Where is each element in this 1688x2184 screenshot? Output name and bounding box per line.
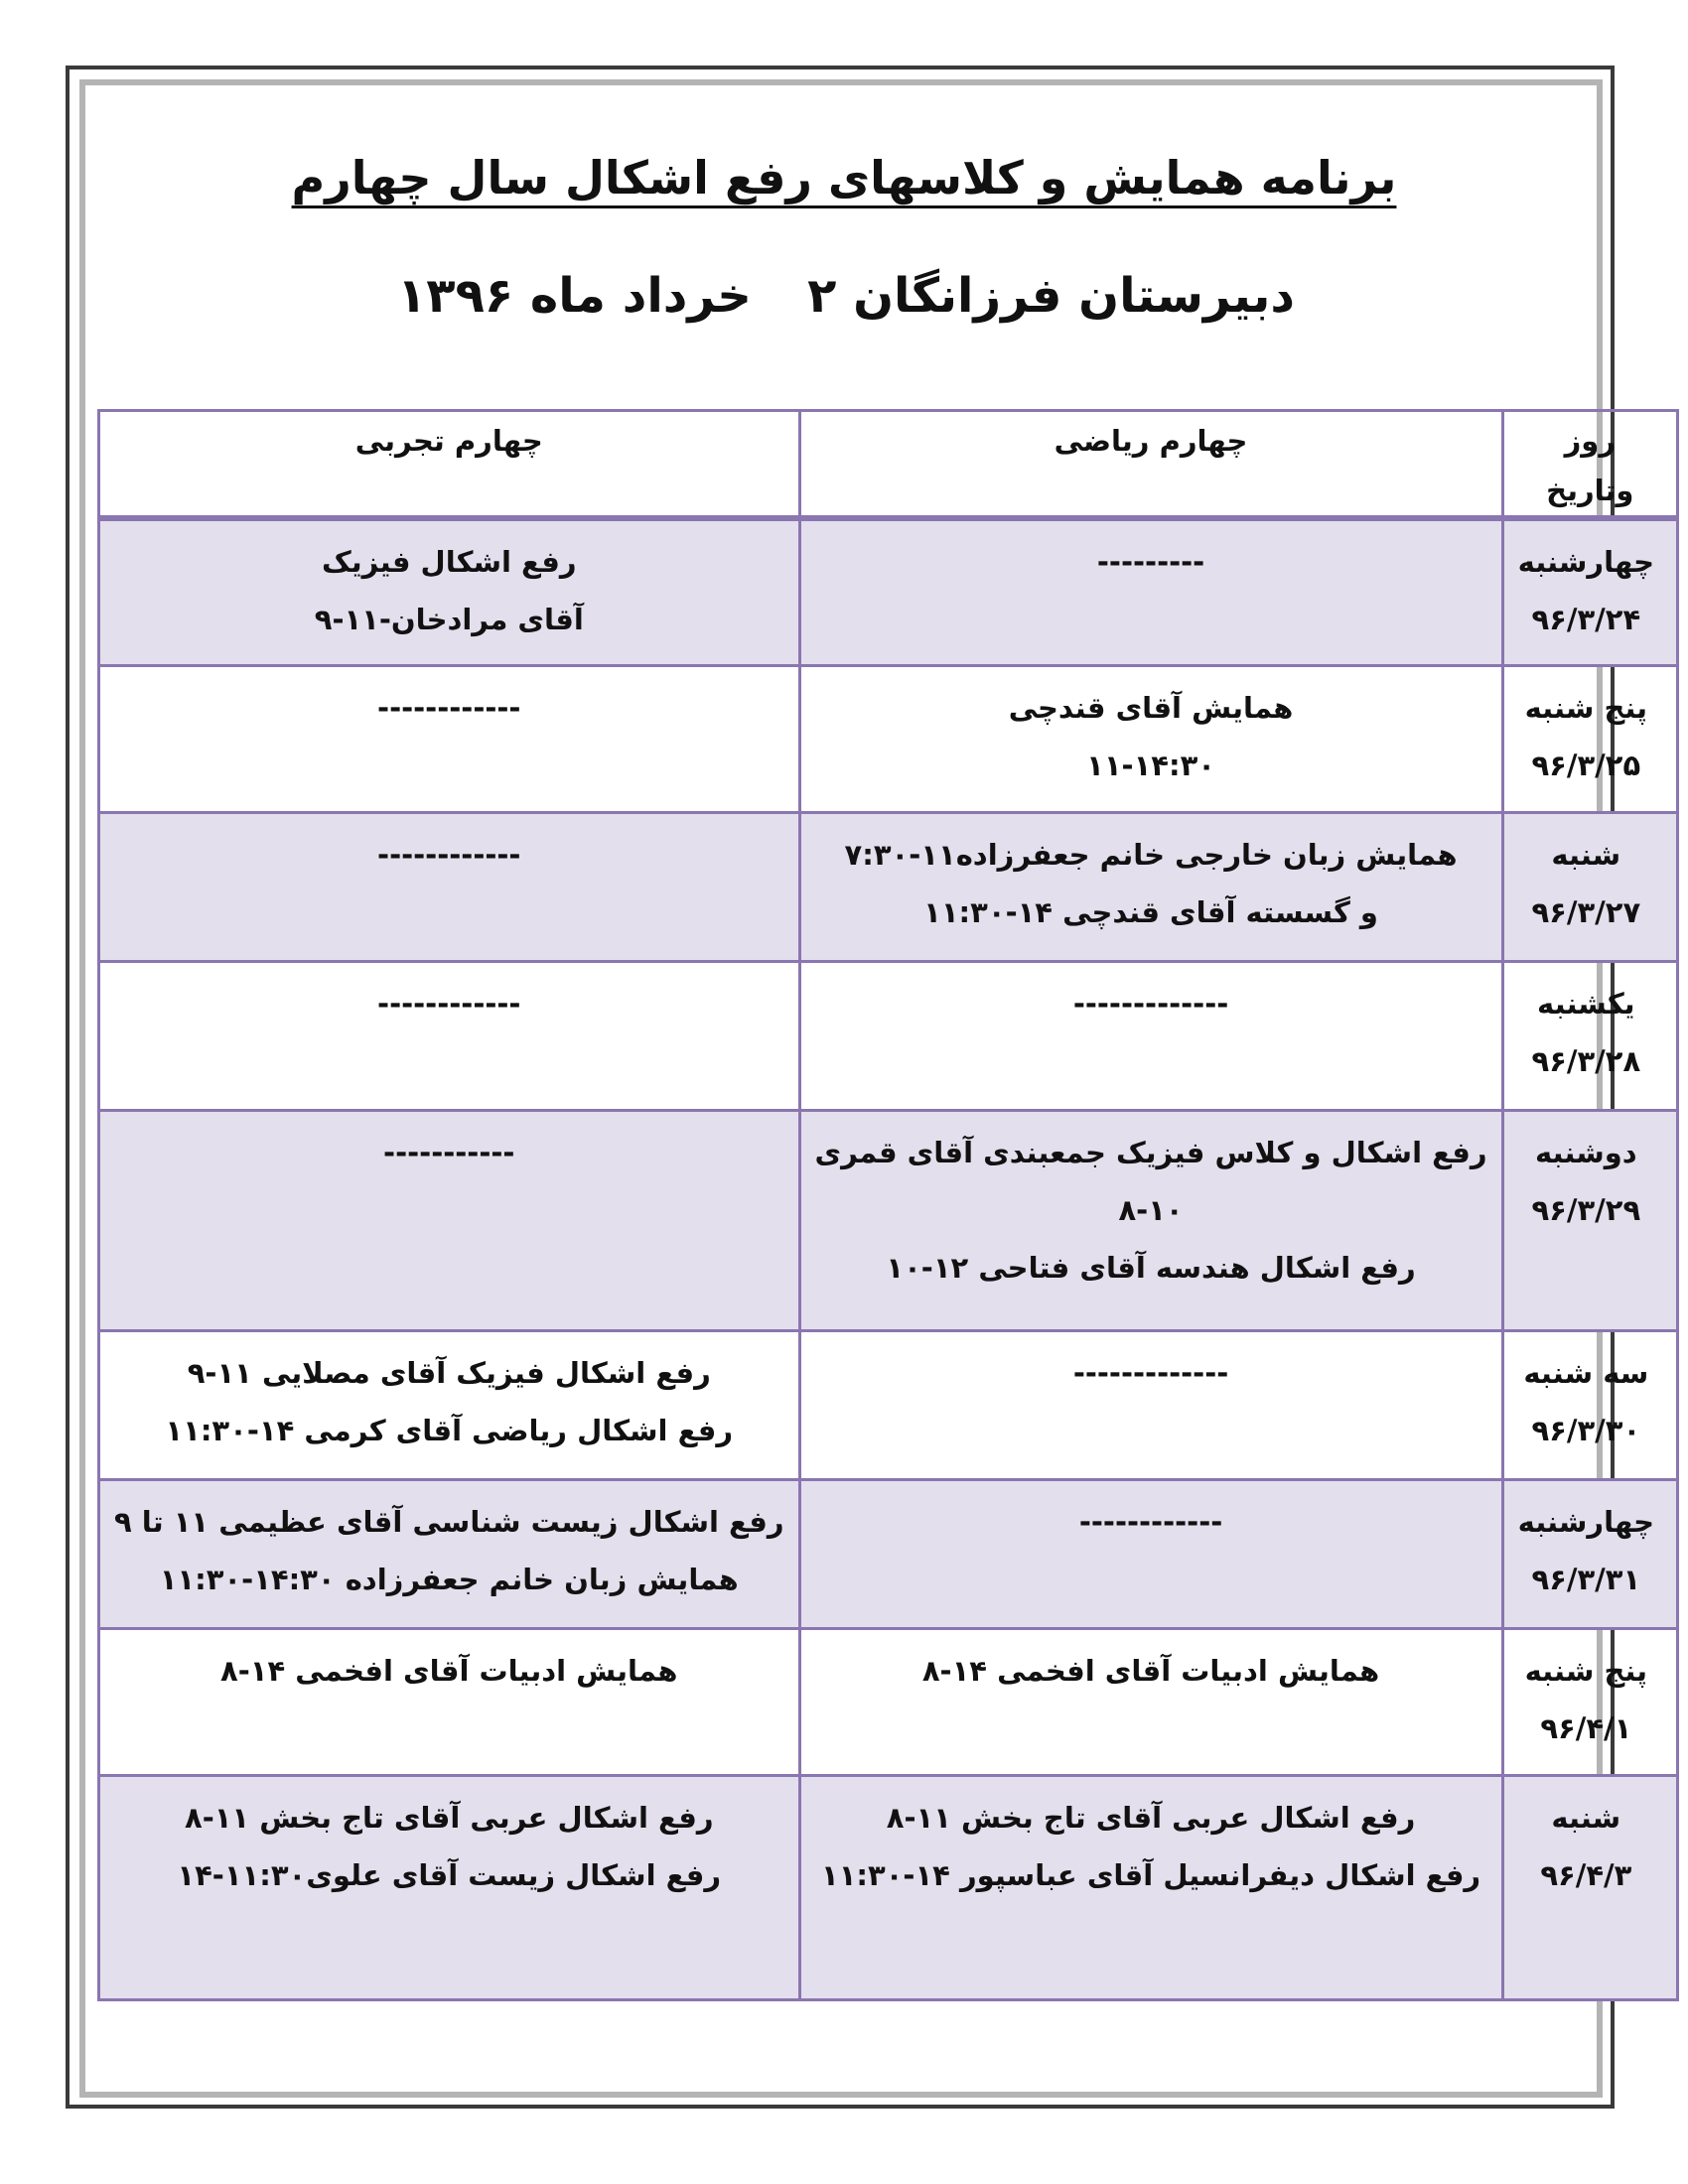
day-date-cell <box>1502 1110 1677 1330</box>
math-cell <box>799 812 1502 961</box>
math-cell <box>799 1479 1502 1628</box>
experimental-cell <box>99 665 800 812</box>
experimental-cell <box>99 1628 800 1775</box>
table-row <box>99 1628 1678 1775</box>
day-name: چهارشنبه <box>1517 1504 1655 1539</box>
day-date-cell <box>1502 1775 1677 1999</box>
date: ۹۶/۳/۲۴ <box>1531 603 1641 636</box>
date: ۹۶/۳/۳۱ <box>1531 1562 1641 1596</box>
day-name: سه شنبه <box>1523 1355 1649 1390</box>
day-date-cell <box>1502 518 1677 665</box>
table-row <box>99 812 1678 961</box>
experimental-entry: ----------- <box>383 1135 515 1169</box>
date: ۹۶/۳/۲۵ <box>1531 748 1641 782</box>
math-entry: ------------- <box>1072 986 1229 1021</box>
math-entry: ------------ <box>1078 1504 1223 1539</box>
math-cell <box>799 1628 1502 1775</box>
date: ۹۶/۴/۳ <box>1540 1857 1632 1892</box>
experimental-entry: رفع اشکال فیزیک <box>322 545 577 579</box>
experimental-entry: آقای مرادخان-۱۱-۹ <box>314 603 584 636</box>
school-name: دبیرستان فرزانگان ۲ <box>807 268 1295 324</box>
math-entry: --------- <box>1096 545 1205 579</box>
math-entry: رفع اشکال هندسه آقای فتاحی ۱۲-۱۰ <box>886 1250 1416 1285</box>
experimental-entry: رفع اشکال عربی آقای تاج بخش ۱۱-۸ <box>184 1800 714 1835</box>
day-name: شنبه <box>1551 1800 1621 1835</box>
day-date-cell <box>1502 812 1677 961</box>
date: ۹۶/۳/۲۷ <box>1531 894 1641 929</box>
day-name: دوشنبه <box>1534 1135 1637 1169</box>
table-row <box>99 961 1678 1110</box>
day-date-cell <box>1502 961 1677 1110</box>
day-name: پنج شنبه <box>1524 690 1648 725</box>
math-entry: ------------- <box>1072 1355 1229 1390</box>
experimental-entry: ------------ <box>377 837 521 872</box>
document-title: برنامه همایش و کلاسهای رفع اشکال سال چهارم <box>291 151 1397 205</box>
day-name: شنبه <box>1551 837 1621 872</box>
table-row <box>99 1775 1678 1999</box>
month-year: خرداد ماه ۱۳۹۶ <box>397 268 752 324</box>
date: ۹۶/۴/۱ <box>1540 1710 1632 1745</box>
experimental-entry: همایش ادبیات آقای افخمی ۱۴-۸ <box>220 1653 678 1688</box>
experimental-cell <box>99 518 800 665</box>
day-date-cell <box>1502 1628 1677 1775</box>
header-math: چهارم ریاضی <box>799 411 1502 519</box>
table-header-row <box>99 411 1678 519</box>
math-entry: همایش ادبیات آقای افخمی ۱۴-۸ <box>921 1653 1380 1688</box>
experimental-entry: ------------ <box>377 986 521 1021</box>
table-row <box>99 1479 1678 1628</box>
table-row <box>99 1330 1678 1479</box>
day-name: پنج شنبه <box>1524 1653 1648 1688</box>
date: ۹۶/۳/۲۹ <box>1531 1192 1641 1227</box>
math-entry: همایش زبان خارجی خانم جعفرزاده۱۱-۷:۳۰ <box>844 837 1458 872</box>
experimental-entry: رفع اشکال فیزیک آقای مصلایی ۱۱-۹ <box>187 1355 711 1390</box>
date: ۹۶/۳/۳۰ <box>1531 1413 1641 1447</box>
math-entry: ۱۱-۱۴:۳۰ <box>1086 748 1215 782</box>
math-entry: و گسسته آقای قندچی ۱۴-۱۱:۳۰ <box>923 894 1378 929</box>
math-entry: رفع اشکال دیفرانسیل آقای عباسپور ۱۴-۱۱:۳۰ <box>821 1857 1481 1892</box>
experimental-cell <box>99 812 800 961</box>
experimental-entry: رفع اشکال ریاضی آقای کرمی ۱۴-۱۱:۳۰ <box>165 1413 734 1447</box>
math-entry: رفع اشکال و کلاس فیزیک جمعبندی آقای قمری <box>814 1135 1487 1169</box>
day-name: یکشنبه <box>1537 986 1635 1021</box>
header-experimental: چهارم تجربی <box>99 411 800 519</box>
day-date-cell <box>1502 1330 1677 1479</box>
experimental-cell <box>99 1775 800 1999</box>
experimental-entry: ------------ <box>377 690 521 725</box>
math-entry: همایش آقای قندچی <box>1008 690 1294 725</box>
table-row <box>99 665 1678 812</box>
experimental-cell <box>99 1479 800 1628</box>
math-cell <box>799 1330 1502 1479</box>
math-entry: ۸-۱۰ <box>1118 1192 1184 1227</box>
schedule-table <box>97 409 1679 2001</box>
math-cell <box>799 518 1502 665</box>
experimental-entry: رفع اشکال زیست آقای علوی۱۱:۳۰-۱۴ <box>177 1857 722 1892</box>
experimental-cell <box>99 1330 800 1479</box>
header-day-date: روز وتاریخ <box>1502 411 1677 519</box>
math-cell <box>799 961 1502 1110</box>
day-name: چهارشنبه <box>1517 545 1655 579</box>
math-cell <box>799 1110 1502 1330</box>
day-date-cell <box>1502 665 1677 812</box>
math-cell <box>799 1775 1502 1999</box>
table-row <box>99 518 1678 665</box>
experimental-cell <box>99 1110 800 1330</box>
experimental-entry: همایش زبان خانم جعفرزاده ۱۴:۳۰-۱۱:۳۰ <box>159 1562 739 1596</box>
experimental-cell <box>99 961 800 1110</box>
math-cell <box>799 665 1502 812</box>
table-row <box>99 1110 1678 1330</box>
experimental-entry: رفع اشکال زیست شناسی آقای عظیمی ۱۱ تا ۹ <box>114 1504 784 1539</box>
date: ۹۶/۳/۲۸ <box>1531 1043 1641 1078</box>
math-entry: رفع اشکال عربی آقای تاج بخش ۱۱-۸ <box>886 1800 1416 1835</box>
day-date-cell <box>1502 1479 1677 1628</box>
